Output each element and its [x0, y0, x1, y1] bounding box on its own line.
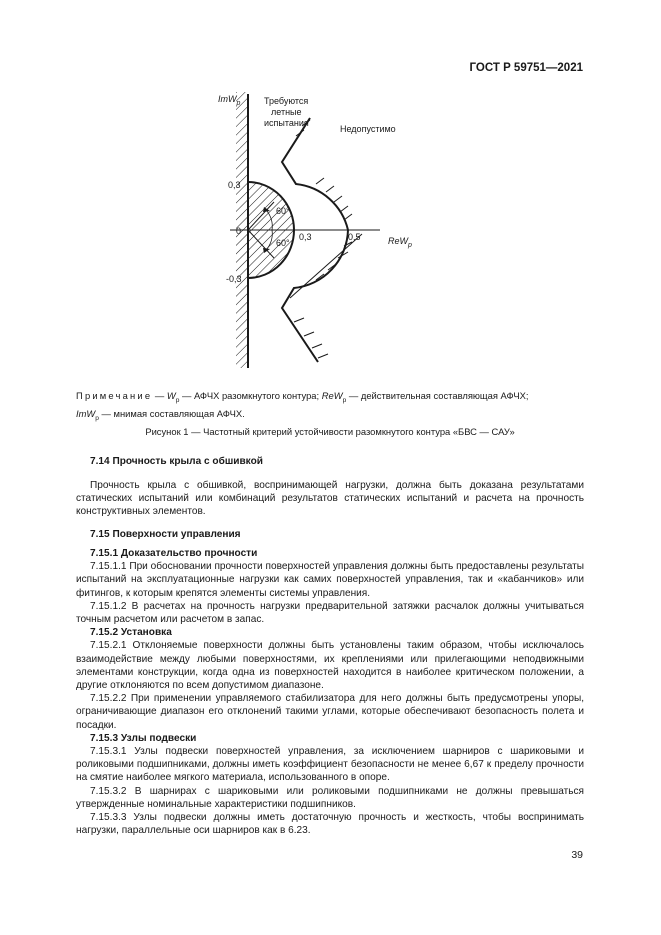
note-dash: — [152, 390, 167, 401]
paragraph: Прочность крыла с обшивкой, воспринимающей нагрузки, должна быть доказана результатами статических испытаний или комбинаций результатов статических испытаний и расчета на прочность конструктивных элементов. [76, 480, 584, 518]
subsection-heading: 7.15.3 Узлы подвески [90, 732, 197, 744]
paragraph: 7.15.3.1 Узлы подвески поверхностей управления, за исключением шарниров с шариковыми и роликовыми подшипниками, должны иметь коэффициент безопасности не менее 6,67 к пределу прочности на смятие наиболее мягкого материала, использованного в опоре. [76, 746, 584, 784]
paragraph: 7.15.3.2 В шарнирах с шариковыми или роликовыми подшипниками не должны превышаться утвержденные номинальные характеристики подшипников. [76, 785, 584, 810]
tick-y-negative: -0,3 [226, 274, 242, 284]
note-re-symbol: ReW [321, 390, 343, 401]
note-im-symbol: ImW [76, 408, 96, 419]
paragraph: 7.15.3.3 Узлы подвески должны иметь достаточную прочность и жесткость, чтобы воспринимать нагрузки, параллельные оси шарниров как в 6.23. [76, 812, 584, 837]
note-prefix: Примечание [76, 390, 153, 401]
note-text2: — действительная составляющая АФЧХ; [346, 390, 529, 401]
angle-label-upper: 60° [276, 206, 290, 216]
figure-caption: Рисунок 1 — Частотный критерий устойчивости разомкнутого контура «БВС — САУ» [145, 426, 515, 437]
tick-x-03: 0,3 [299, 232, 312, 242]
section-7-14-body [76, 479, 584, 519]
page-number: 39 [571, 849, 583, 861]
section-7-15 [76, 528, 584, 541]
note-w-symbol: W [166, 390, 176, 401]
note-w-sub: р [175, 397, 180, 404]
paragraph: 7.15.2.2 При применении управляемого стабилизатора для него должны быть предусмотрены упоры, ограничивающие диапазон его отклонений такими углами, которые обеспечивают безопасность полета и посадки. [76, 693, 584, 731]
standard-code-header: ГОСТ Р 59751—2021 [469, 62, 583, 74]
note-im-sub: р [95, 415, 99, 422]
tangent-line [290, 234, 362, 298]
tick-y-zero: 0 [236, 226, 242, 236]
section-7-14 [76, 455, 584, 468]
stability-criterion-figure [200, 86, 430, 376]
paragraph: 7.15.1.1 При обосновании прочности поверхностей управления должны быть предоставлены результаты испытаний на эксплуатационные нагрузки как самих поверхностей управления, так и «кабанчиков» или фитингов, к которым крепятся элементы системы управления. [76, 561, 584, 599]
paragraph: 7.15.1.2 В расчетах на прочность нагрузки предварительной затяжки расчалок должны учитываться точным расчетом или расчетом в запас. [76, 600, 584, 626]
tick-y-positive: 0,3 [228, 180, 241, 190]
tick-x-05: 0,5 [348, 232, 361, 242]
flight-tests-label-line3: испытания [264, 118, 309, 128]
flight-tests-label-line2: летные [271, 107, 302, 117]
note-text3: — мнимая составляющая АФЧХ. [98, 408, 245, 419]
subsection-heading: 7.15.2 Установка [90, 627, 172, 639]
angle-label-lower: 60° [276, 238, 290, 248]
note-re-sub: р [342, 397, 347, 404]
real-axis-label: ReW$_р$ [388, 236, 412, 249]
flight-tests-label-line1: Требуются [264, 96, 309, 106]
figure-note [76, 389, 584, 425]
subsection-heading: 7.15.1 Доказательство прочности [90, 548, 258, 559]
section-heading: 7.14 Прочность крыла с обшивкой [90, 456, 263, 467]
imaginary-axis-label: ImW$_р$ [218, 94, 241, 107]
note-text1: — АФЧХ разомкнутого контура; [179, 390, 322, 401]
section-7-15-body [76, 547, 584, 837]
paragraph: 7.15.2.1 Отклоняемые поверхности должны быть установлены таким образом, чтобы исключалось взаимодействие между любыми поверхностями, их креплениями или прилегающими неподвижными элементами конструкции, когда одна из поверхностей находится в наиболее критическом положении, а другие отклоняются по всем допустимом диапазоне. [76, 640, 584, 692]
section-heading: 7.15 Поверхности управления [90, 529, 241, 540]
unacceptable-label: Недопустимо [340, 124, 396, 134]
